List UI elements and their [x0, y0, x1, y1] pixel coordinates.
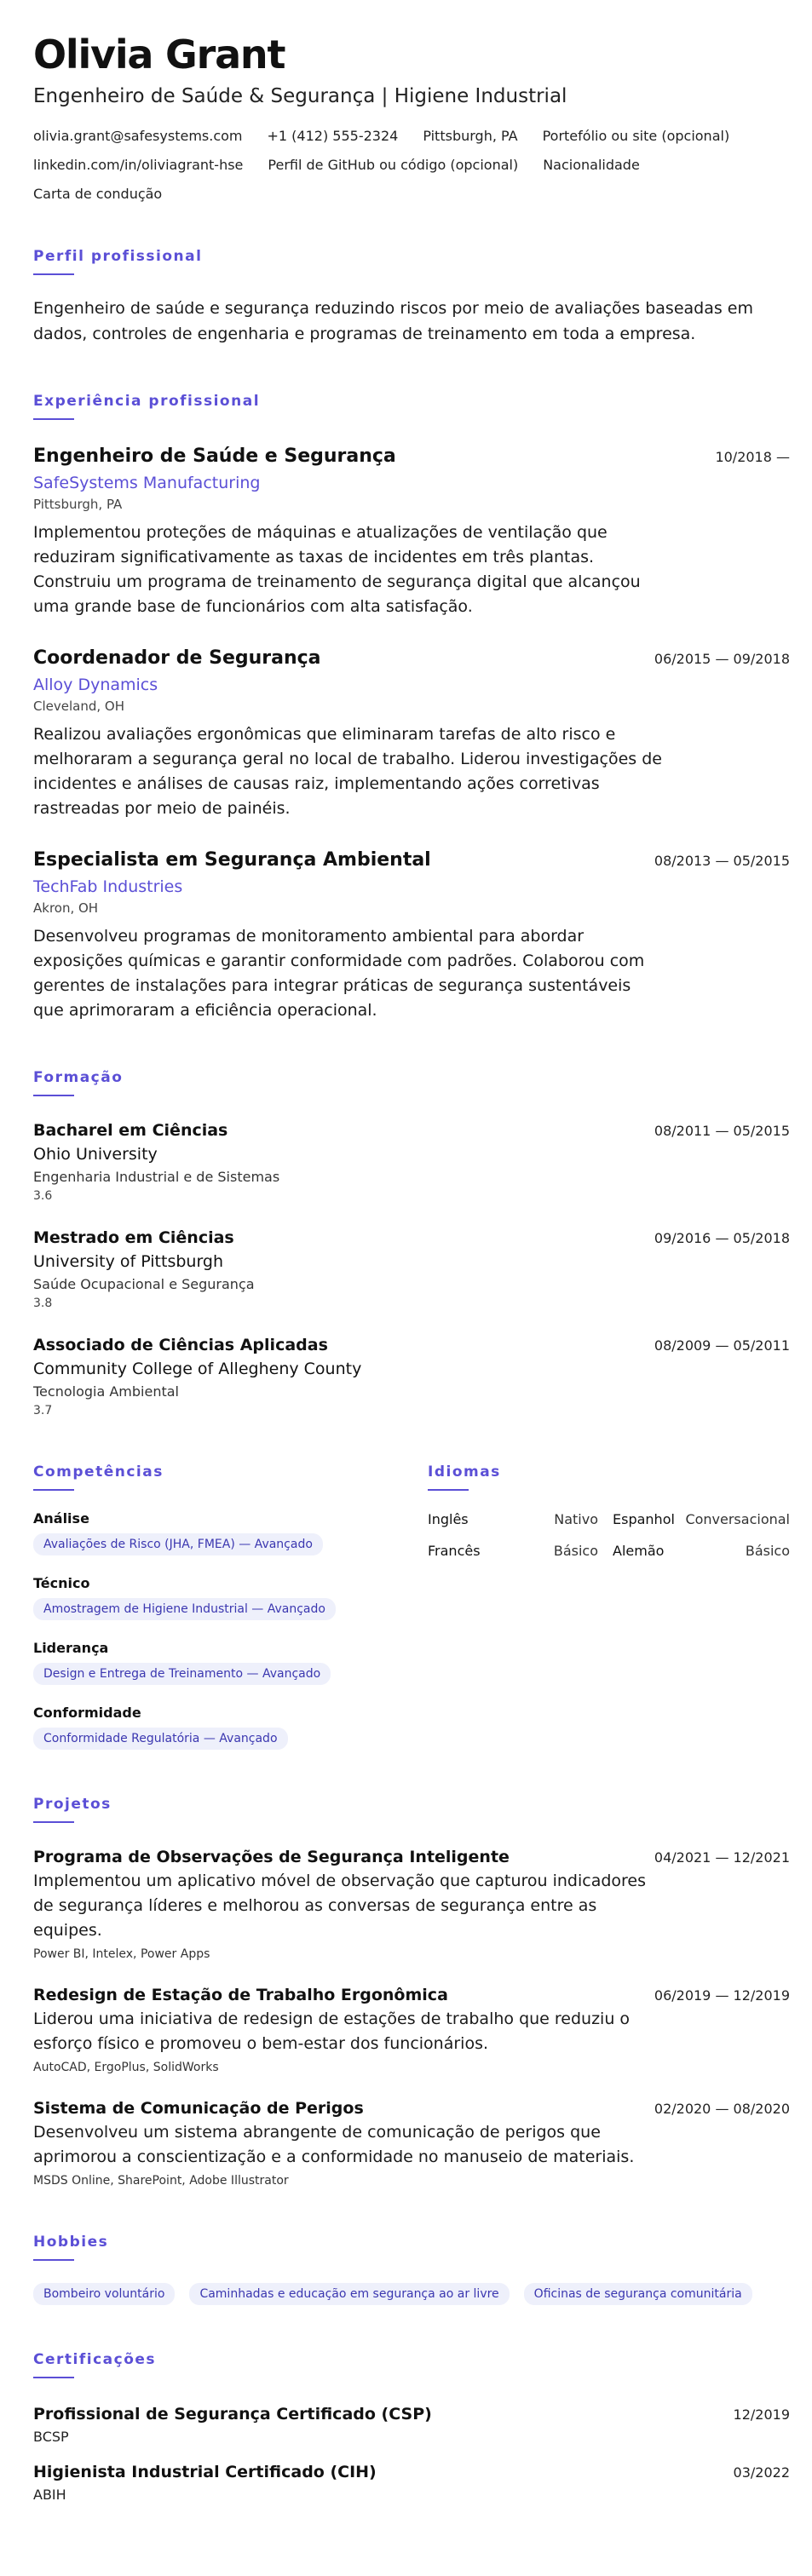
project-title: Sistema de Comunicação de Perigos [33, 2099, 364, 2118]
project-tech: Power BI, Intelex, Power Apps [33, 1947, 210, 1961]
language-level: Conversacional [685, 1511, 790, 1527]
section-divider [33, 1821, 74, 1823]
experience-section [33, 393, 790, 1023]
job-description: Realizou avaliações ergonômicas que eliminaram tarefas de alto risco e melhoraram a segurança geral no local de trabalho. Liderou investigações de incidentes e análises de causas raiz, implementando ações corretivas rastreadas por meio de painéis. [33, 725, 662, 818]
skill-pill: Conformidade Regulatória — Avançado [33, 1728, 288, 1750]
field-of-study: Engenharia Industrial e de Sistemas [33, 1169, 280, 1185]
project-item [33, 1985, 790, 2074]
contact-location: Pittsburgh, PA [423, 128, 518, 144]
project-description: Liderou uma iniciativa de redesign de estações de trabalho que reduziu o esforço físico e promoveu o bem-estar dos funcionários. [33, 2010, 631, 2053]
project-item [33, 2098, 790, 2188]
grade: 3.8 [33, 1297, 53, 1310]
experience-item [33, 647, 790, 821]
project-dates: 04/2021 — 12/2021 [654, 1849, 790, 1866]
company-name: Alloy Dynamics [33, 676, 158, 694]
certification-date: 03/2022 [733, 2464, 790, 2481]
skill-category: Análise [33, 1510, 89, 1527]
project-title: Programa de Observações de Segurança Inteligente [33, 1848, 510, 1866]
hobby-pill: Caminhadas e educação em segurança ao ar livre [189, 2283, 509, 2305]
language-level: Básico [745, 1543, 790, 1559]
skill-pill: Avaliações de Risco (JHA, FMEA) — Avançado [33, 1533, 323, 1555]
certification-title: Profissional de Segurança Certificado (CSP) [33, 2405, 432, 2424]
skill-category: Técnico [33, 1575, 90, 1591]
project-item [33, 1847, 790, 1961]
skills-languages-row [33, 1463, 790, 1750]
certification-date: 12/2019 [733, 2406, 790, 2423]
certification-item [33, 2404, 790, 2445]
company-name: TechFab Industries [33, 877, 183, 896]
job-description: Implementou proteções de máquinas e atualizações de ventilação que reduziram significativamente as taxas de incidentes em três plantas. Construiu um programa de treinamento de segurança digital que alcançou uma grande base de funcionários com alta satisfação. [33, 523, 641, 616]
contact-github[interactable]: Perfil de GitHub ou código (opcional) [268, 157, 519, 173]
project-dates: 06/2019 — 12/2019 [654, 1987, 790, 2004]
section-divider [33, 2259, 74, 2261]
projects-section [33, 1796, 790, 2188]
section-heading: Formação [33, 1069, 124, 1086]
company-name: SafeSystems Manufacturing [33, 474, 261, 492]
languages-section [428, 1463, 790, 1750]
section-divider [33, 1489, 74, 1491]
language-item [428, 1543, 598, 1559]
certification-issuer: BCSP [33, 2429, 69, 2445]
job-description: Desenvolveu programas de monitoramento ambiental para abordar exposições químicas e garantir conformidade com padrões. Colaborou com gerentes de instalações para integrar práticas de segurança sustentáveis que aprimoraram a eficiência operacional. [33, 927, 645, 1020]
section-divider [428, 1489, 469, 1491]
section-heading: Competências [33, 1463, 164, 1481]
education-item [33, 1335, 790, 1417]
degree-name: Mestrado em Ciências [33, 1228, 234, 1247]
school-name: Community College of Allegheny County [33, 1360, 362, 1378]
skill-group [33, 1705, 428, 1750]
project-description: Desenvolveu um sistema abrangente de comunicação de perigos que aprimorou a conscientização e a conformidade no manuseio de materiais. [33, 2123, 635, 2166]
job-title: Coordenador de Segurança [33, 647, 321, 669]
language-item [428, 1511, 598, 1527]
language-level: Básico [553, 1543, 598, 1559]
profile-summary: Engenheiro de saúde e segurança reduzindo riscos por meio de avaliações baseadas em dados, controles de engenharia e programas de treinamento em toda a empresa. [33, 299, 753, 343]
profile-section [33, 248, 790, 347]
skill-category: Conformidade [33, 1705, 141, 1721]
hobby-pill: Oficinas de segurança comunitária [524, 2283, 752, 2305]
degree-name: Associado de Ciências Aplicadas [33, 1336, 328, 1354]
education-item [33, 1228, 790, 1310]
job-dates: 10/2018 — [715, 449, 790, 465]
section-divider [33, 418, 74, 420]
section-heading: Certificações [33, 2351, 157, 2368]
education-section [33, 1069, 790, 1417]
education-dates: 08/2009 — 05/2011 [654, 1337, 790, 1354]
degree-name: Bacharel em Ciências [33, 1121, 228, 1140]
job-dates: 08/2013 — 05/2015 [654, 853, 790, 869]
field-of-study: Saúde Ocupacional e Segurança [33, 1276, 255, 1292]
project-tech: AutoCAD, ErgoPlus, SolidWorks [33, 2061, 219, 2074]
language-list [428, 1511, 790, 1559]
project-dates: 02/2020 — 08/2020 [654, 2101, 790, 2117]
skill-group [33, 1510, 428, 1555]
contact-linkedin[interactable]: linkedin.com/in/oliviagrant-hse [33, 157, 244, 173]
section-divider [33, 2377, 74, 2378]
school-name: Ohio University [33, 1145, 158, 1164]
project-title: Redesign de Estação de Trabalho Ergonômica [33, 1986, 448, 2004]
skill-group [33, 1640, 428, 1685]
job-title: Especialista em Segurança Ambiental [33, 849, 431, 871]
contact-list [33, 128, 783, 202]
hobby-list [33, 2283, 790, 2305]
certifications-section [33, 2351, 790, 2503]
job-location: Pittsburgh, PA [33, 497, 123, 512]
education-dates: 09/2016 — 05/2018 [654, 1230, 790, 1246]
job-dates: 06/2015 — 09/2018 [654, 651, 790, 667]
field-of-study: Tecnologia Ambiental [33, 1383, 179, 1400]
candidate-name: Olivia Grant [33, 32, 285, 78]
certification-issuer: ABIH [33, 2487, 66, 2503]
hobby-pill: Bombeiro voluntário [33, 2283, 175, 2305]
grade: 3.6 [33, 1189, 53, 1203]
project-description: Implementou um aplicativo móvel de observação que capturou indicadores de segurança líderes e melhorou as conversas de segurança entre as equipes. [33, 1872, 647, 1940]
education-dates: 08/2011 — 05/2015 [654, 1123, 790, 1139]
skill-category: Liderança [33, 1640, 109, 1656]
grade: 3.7 [33, 1404, 53, 1417]
language-name: Alemão [613, 1543, 665, 1559]
project-tech: MSDS Online, SharePoint, Adobe Illustrator [33, 2174, 289, 2188]
skill-pill: Design e Entrega de Treinamento — Avançado [33, 1663, 331, 1685]
section-divider [33, 273, 74, 275]
job-location: Akron, OH [33, 900, 99, 916]
contact-nationality: Nacionalidade [543, 157, 640, 173]
language-name: Espanhol [613, 1511, 675, 1527]
skill-group [33, 1575, 428, 1620]
job-location: Cleveland, OH [33, 699, 124, 714]
hobbies-section [33, 2234, 790, 2305]
certification-title: Higienista Industrial Certificado (CIH) [33, 2463, 377, 2481]
section-divider [33, 1095, 74, 1096]
certification-item [33, 2462, 790, 2503]
language-name: Francês [428, 1543, 481, 1559]
experience-item [33, 848, 790, 1023]
job-title: Engenheiro de Saúde e Segurança [33, 446, 396, 467]
section-heading: Hobbies [33, 2234, 109, 2251]
section-heading: Projetos [33, 1796, 112, 1813]
language-level: Nativo [554, 1511, 598, 1527]
experience-item [33, 445, 790, 619]
section-heading: Idiomas [428, 1463, 501, 1481]
contact-email[interactable]: olivia.grant@safesystems.com [33, 128, 243, 144]
education-item [33, 1120, 790, 1203]
skill-pill: Amostragem de Higiene Industrial — Avançado [33, 1598, 336, 1620]
section-heading: Experiência profissional [33, 393, 261, 410]
contact-phone[interactable]: +1 (412) 555-2324 [267, 128, 399, 144]
language-name: Inglês [428, 1511, 469, 1527]
contact-driving-license: Carta de condução [33, 186, 163, 202]
section-heading: Perfil profissional [33, 248, 203, 265]
language-item [613, 1543, 790, 1559]
candidate-title: Engenheiro de Saúde & Segurança | Higiene Industrial [33, 85, 567, 107]
skills-section [33, 1463, 428, 1750]
contact-portfolio[interactable]: Portefólio ou site (opcional) [542, 128, 730, 144]
school-name: University of Pittsburgh [33, 1252, 224, 1271]
language-item [613, 1511, 790, 1527]
